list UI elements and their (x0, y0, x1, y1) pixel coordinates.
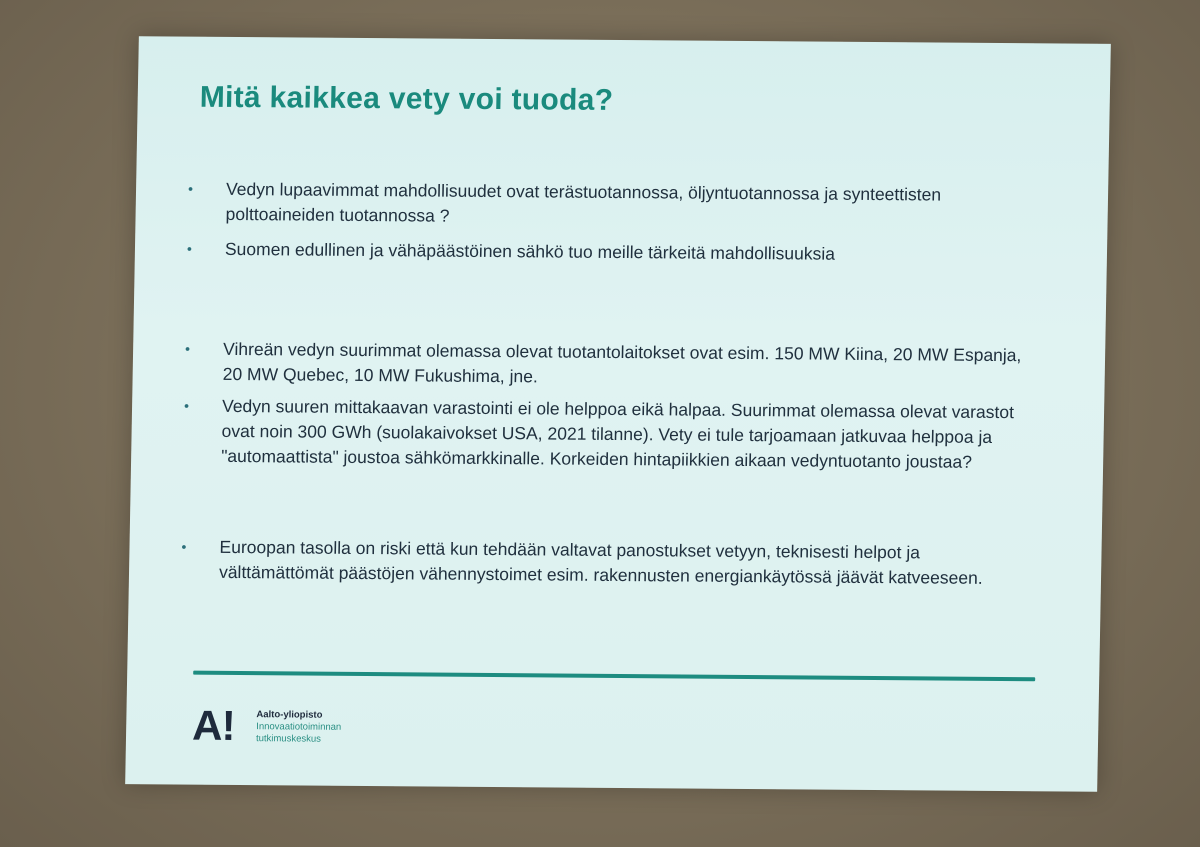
bullet-text: Vedyn suuren mittakaavan varastointi ei ole helppoa eikä halpaa. Suurimmat olemassa olevat varastot ovat noin 300 GWh (suolakaivokset USA, 2021 tilanne). Vety ei tule tarjoamaan jatkuvaa helppoa ja "automaattista" joustoa sähkömarkkinalle. Korkeiden hintapiikkien aikaan vedyntuotanto joustaa? (221, 395, 1015, 472)
bullet-dot: • (183, 397, 190, 414)
slide-title: Mitä kaikkea vety voi tuoda? (199, 80, 614, 117)
logo-name: Aalto-yliopisto (256, 709, 323, 721)
bullet-item (181, 394, 1022, 476)
bullet-text: Vihreän vedyn suurimmat olemassa olevat tuotantolaitokset ovat esim. 150 MW Kiina, 20 MW Espanja, 20 MW Quebec, 10 MW Fukushima, jne. (222, 338, 1022, 387)
logo-subtitle-1: Innovaatiotoiminnan (256, 721, 342, 733)
logo-subtitle-2: tutkimuskeskus (255, 733, 322, 745)
logo-mark: A! (191, 701, 236, 749)
bullet-item (179, 535, 1020, 592)
footer-divider (193, 671, 1035, 682)
bullet-item (185, 177, 1026, 234)
bullet-text: Vedyn lupaavimmat mahdollisuudet ovat terästuotannossa, öljyntuotannossa ja synteettisten polttoaineiden tuotannossa ? (225, 178, 942, 226)
bullet-text: Suomen edullinen ja vähäpäästöinen sähkö tuo meille tärkeitä mahdollisuuksia (224, 238, 836, 264)
bullet-item (182, 337, 1023, 394)
bullet-dot: • (185, 340, 191, 357)
bullet-text: Euroopan tasolla on riski että kun tehdään valtavat panostukset vetyyn, teknisesti helpot ja välttämättömät päästöjen vähennystoimet esim. rakennusten energiankäytössä jäävät katveeseen. (218, 536, 983, 588)
logo-text (256, 709, 342, 746)
bullet-dot: • (186, 240, 193, 257)
presentation-slide (125, 36, 1111, 792)
aalto-logo (191, 701, 443, 757)
bullet-item (185, 237, 1025, 269)
bullet-dot: • (187, 180, 194, 197)
bullet-dot: • (181, 538, 187, 555)
